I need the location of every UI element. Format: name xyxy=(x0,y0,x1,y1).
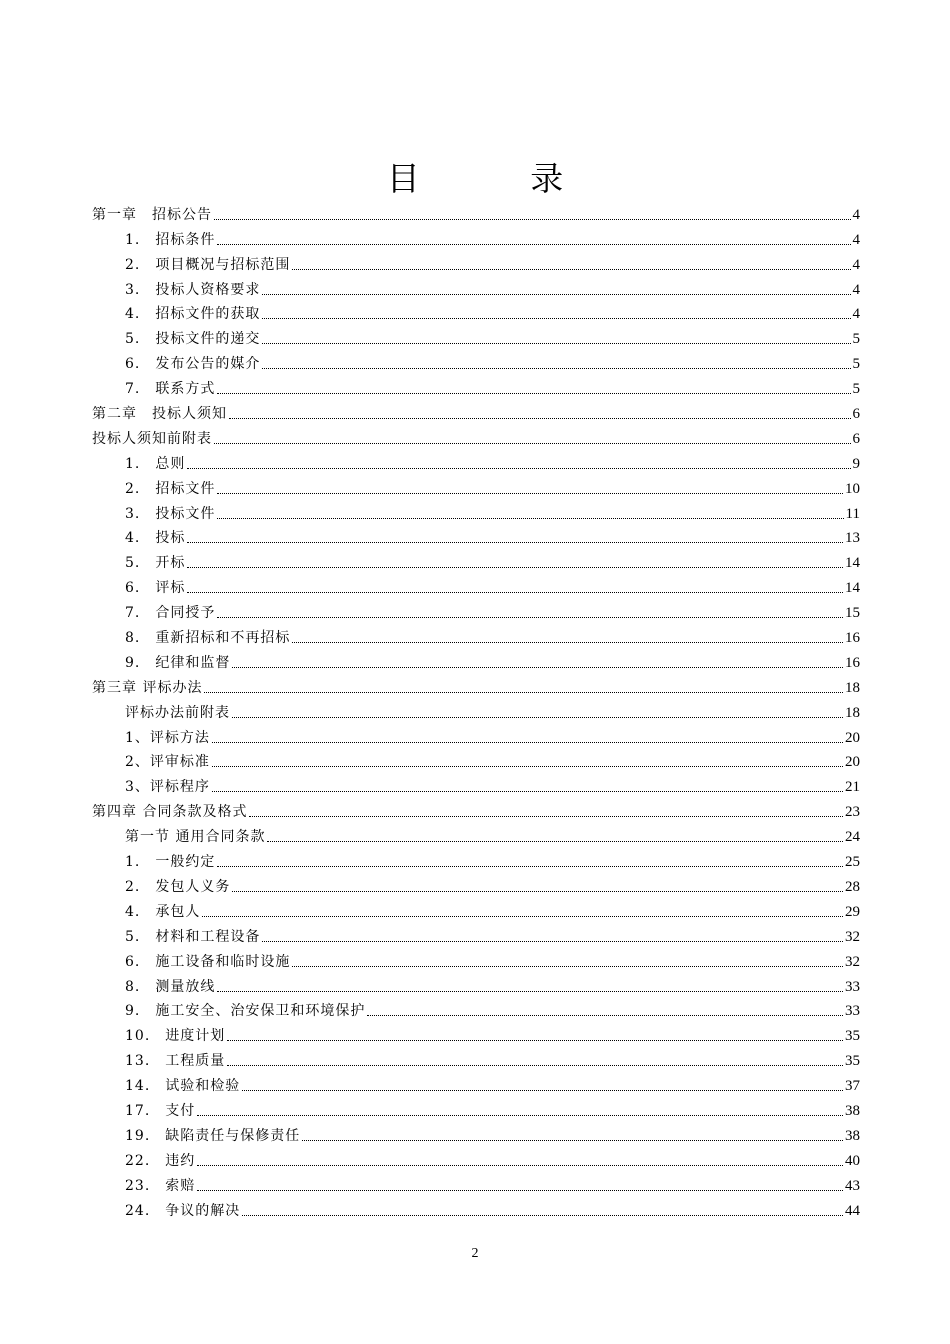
toc-entry[interactable] xyxy=(92,1195,860,1220)
toc-entry-page: 44 xyxy=(845,1202,860,1219)
toc-entry-page: 38 xyxy=(845,1102,860,1119)
toc-entry-label: 1. 总则 xyxy=(125,455,186,472)
toc-entry-page: 4 xyxy=(852,281,860,298)
toc-entry-label: 8. 测量放线 xyxy=(125,978,216,995)
toc-entry-label: 评标办法前附表 xyxy=(125,704,230,721)
toc-leader-dots xyxy=(214,442,851,444)
toc-entry[interactable] xyxy=(92,871,860,896)
toc-leader-dots xyxy=(227,1064,843,1066)
toc-entry[interactable] xyxy=(92,1095,860,1120)
toc-leader-dots xyxy=(217,492,843,494)
toc-entry-label: 4. 投标 xyxy=(125,530,186,547)
toc-leader-dots xyxy=(217,990,843,992)
toc-entry-page: 20 xyxy=(845,729,860,746)
toc-entry[interactable] xyxy=(92,448,860,473)
toc-entry[interactable] xyxy=(92,1070,860,1095)
toc-entry-label: 24. 争议的解决 xyxy=(125,1202,241,1219)
toc-entry-label: 第一节 通用合同条款 xyxy=(125,829,266,846)
toc-leader-dots xyxy=(242,1214,843,1216)
toc-entry-label: 2、评审标准 xyxy=(125,754,210,771)
toc-entry[interactable] xyxy=(92,821,860,846)
toc-entry-label: 2. 项目概况与招标范围 xyxy=(125,256,291,273)
toc-entry[interactable] xyxy=(92,498,860,523)
toc-entry-label: 第三章 评标办法 xyxy=(92,679,203,696)
toc-leader-dots xyxy=(197,1189,843,1191)
table-of-contents xyxy=(92,199,860,1220)
toc-entry-page: 32 xyxy=(845,928,860,945)
toc-leader-dots xyxy=(292,641,843,643)
toc-entry[interactable] xyxy=(92,996,860,1021)
toc-entry-label: 6. 施工设备和临时设施 xyxy=(125,953,291,970)
toc-leader-dots xyxy=(217,243,850,245)
toc-entry[interactable] xyxy=(92,249,860,274)
toc-leader-dots xyxy=(212,741,843,743)
toc-entry-page: 15 xyxy=(845,605,860,622)
toc-entry[interactable] xyxy=(92,398,860,423)
toc-entry-page: 4 xyxy=(852,306,860,323)
toc-leader-dots xyxy=(197,1114,843,1116)
toc-leader-dots xyxy=(229,417,851,419)
toc-entry[interactable] xyxy=(92,722,860,747)
toc-entry[interactable] xyxy=(92,224,860,249)
toc-entry-page: 6 xyxy=(852,430,860,447)
toc-entry-page: 23 xyxy=(845,804,860,821)
toc-entry-page: 24 xyxy=(845,829,860,846)
toc-leader-dots xyxy=(227,1039,843,1041)
toc-leader-dots xyxy=(212,765,843,767)
toc-leader-dots xyxy=(232,890,843,892)
toc-entry[interactable] xyxy=(92,971,860,996)
toc-entry[interactable] xyxy=(92,423,860,448)
toc-entry-label: 2. 招标文件 xyxy=(125,480,216,497)
toc-entry-page: 5 xyxy=(852,381,860,398)
toc-entry-page: 33 xyxy=(845,978,860,995)
toc-leader-dots xyxy=(217,865,843,867)
toc-entry-page: 25 xyxy=(845,854,860,871)
toc-leader-dots xyxy=(292,965,843,967)
toc-entry-page: 18 xyxy=(845,679,860,696)
toc-leader-dots xyxy=(267,840,843,842)
toc-entry[interactable] xyxy=(92,1045,860,1070)
toc-entry-label: 2. 发包人义务 xyxy=(125,878,231,895)
toc-leader-dots xyxy=(217,392,850,394)
toc-entry[interactable] xyxy=(92,846,860,871)
toc-entry[interactable] xyxy=(92,323,860,348)
toc-entry-label: 5. 材料和工程设备 xyxy=(125,928,261,945)
toc-entry-page: 35 xyxy=(845,1053,860,1070)
toc-entry-label: 3、评标程序 xyxy=(125,779,210,796)
page-title: 目 录 xyxy=(386,159,614,198)
toc-entry-label: 第一章 招标公告 xyxy=(92,206,212,223)
toc-entry-label: 9. 施工安全、治安保卫和环境保护 xyxy=(125,1003,366,1020)
toc-entry-page: 16 xyxy=(845,630,860,647)
toc-entry[interactable] xyxy=(92,1120,860,1145)
toc-entry[interactable] xyxy=(92,622,860,647)
toc-leader-dots xyxy=(212,790,843,792)
toc-entry-page: 38 xyxy=(845,1127,860,1144)
toc-entry-label: 5. 开标 xyxy=(125,555,186,572)
toc-leader-dots xyxy=(367,1014,843,1016)
toc-entry[interactable] xyxy=(92,647,860,672)
toc-leader-dots xyxy=(262,342,850,344)
toc-entry-page: 14 xyxy=(845,580,860,597)
toc-entry[interactable] xyxy=(92,796,860,821)
toc-entry-page: 10 xyxy=(845,480,860,497)
toc-entry-label: 第二章 投标人须知 xyxy=(92,406,227,423)
toc-entry-page: 16 xyxy=(845,654,860,671)
toc-entry-page: 11 xyxy=(845,505,860,522)
toc-entry-page: 40 xyxy=(845,1152,860,1169)
toc-entry[interactable] xyxy=(92,1145,860,1170)
toc-entry-page: 5 xyxy=(852,331,860,348)
toc-entry[interactable] xyxy=(92,747,860,772)
toc-entry-page: 29 xyxy=(845,903,860,920)
toc-entry[interactable] xyxy=(92,921,860,946)
toc-entry-label: 7. 联系方式 xyxy=(125,381,216,398)
toc-entry-page: 32 xyxy=(845,953,860,970)
toc-entry-label: 19. 缺陷责任与保修责任 xyxy=(125,1127,301,1144)
toc-entry-label: 1、评标方法 xyxy=(125,729,210,746)
toc-entry-label: 3. 投标人资格要求 xyxy=(125,281,261,298)
toc-entry-label: 1. 招标条件 xyxy=(125,231,216,248)
toc-entry-page: 21 xyxy=(845,779,860,796)
toc-entry-page: 5 xyxy=(852,356,860,373)
toc-leader-dots xyxy=(204,691,843,693)
toc-entry[interactable] xyxy=(92,199,860,224)
toc-entry-page: 9 xyxy=(852,455,860,472)
toc-entry-label: 4. 承包人 xyxy=(125,903,201,920)
toc-entry[interactable] xyxy=(92,274,860,299)
toc-entry-label: 23. 索赔 xyxy=(125,1177,196,1194)
toc-entry[interactable] xyxy=(92,523,860,548)
toc-entry[interactable] xyxy=(92,572,860,597)
toc-leader-dots xyxy=(232,716,843,718)
toc-entry-page: 37 xyxy=(845,1078,860,1095)
toc-entry-label: 4. 招标文件的获取 xyxy=(125,306,261,323)
toc-entry-label: 6. 评标 xyxy=(125,580,186,597)
toc-entry-label: 投标人须知前附表 xyxy=(92,430,212,447)
toc-entry[interactable] xyxy=(92,697,860,722)
toc-entry[interactable] xyxy=(92,1170,860,1195)
toc-entry[interactable] xyxy=(92,547,860,572)
toc-entry-label: 13. 工程质量 xyxy=(125,1053,226,1070)
toc-entry-label: 8. 重新招标和不再招标 xyxy=(125,630,291,647)
toc-entry-label: 14. 试验和检验 xyxy=(125,1078,241,1095)
toc-entry-page: 20 xyxy=(845,754,860,771)
toc-entry-page: 18 xyxy=(845,704,860,721)
toc-leader-dots xyxy=(262,317,850,319)
toc-entry[interactable] xyxy=(92,1020,860,1045)
toc-entry-page: 13 xyxy=(845,530,860,547)
toc-entry[interactable] xyxy=(92,299,860,324)
toc-leader-dots xyxy=(292,268,850,270)
toc-entry-page: 28 xyxy=(845,878,860,895)
toc-entry[interactable] xyxy=(92,473,860,498)
toc-leader-dots xyxy=(262,367,850,369)
toc-entry-label: 1. 一般约定 xyxy=(125,854,216,871)
toc-entry-page: 4 xyxy=(852,231,860,248)
toc-entry-label: 10. 进度计划 xyxy=(125,1028,226,1045)
toc-entry-label: 6. 发布公告的媒介 xyxy=(125,356,261,373)
toc-leader-dots xyxy=(217,517,843,519)
toc-entry-page: 6 xyxy=(852,406,860,423)
toc-entry-label: 5. 投标文件的递交 xyxy=(125,331,261,348)
toc-entry[interactable] xyxy=(92,672,860,697)
toc-entry-label: 第四章 合同条款及格式 xyxy=(92,804,248,821)
toc-leader-dots xyxy=(202,915,843,917)
toc-leader-dots xyxy=(242,1089,843,1091)
toc-leader-dots xyxy=(249,815,843,817)
page-number: 2 xyxy=(471,1246,479,1261)
toc-entry-label: 9. 纪律和监督 xyxy=(125,654,231,671)
toc-leader-dots xyxy=(187,541,843,543)
toc-entry-label: 3. 投标文件 xyxy=(125,505,216,522)
toc-leader-dots xyxy=(262,293,850,295)
toc-entry-label: 7. 合同授予 xyxy=(125,605,216,622)
toc-leader-dots xyxy=(187,467,850,469)
toc-leader-dots xyxy=(217,616,843,618)
toc-entry[interactable] xyxy=(92,946,860,971)
toc-entry-page: 14 xyxy=(845,555,860,572)
toc-entry-label: 22. 违约 xyxy=(125,1152,196,1169)
toc-entry[interactable] xyxy=(92,348,860,373)
toc-entry-label: 17. 支付 xyxy=(125,1102,196,1119)
toc-entry-page: 43 xyxy=(845,1177,860,1194)
toc-entry[interactable] xyxy=(92,373,860,398)
toc-leader-dots xyxy=(232,666,843,668)
toc-leader-dots xyxy=(187,566,843,568)
toc-entry-page: 35 xyxy=(845,1028,860,1045)
toc-entry[interactable] xyxy=(92,896,860,921)
toc-entry-page: 4 xyxy=(852,206,860,223)
toc-entry-page: 33 xyxy=(845,1003,860,1020)
toc-leader-dots xyxy=(262,940,843,942)
toc-leader-dots xyxy=(214,218,851,220)
toc-entry-page: 4 xyxy=(852,256,860,273)
toc-entry[interactable] xyxy=(92,771,860,796)
toc-leader-dots xyxy=(302,1139,843,1141)
toc-leader-dots xyxy=(187,591,843,593)
toc-entry[interactable] xyxy=(92,597,860,622)
toc-leader-dots xyxy=(197,1164,843,1166)
